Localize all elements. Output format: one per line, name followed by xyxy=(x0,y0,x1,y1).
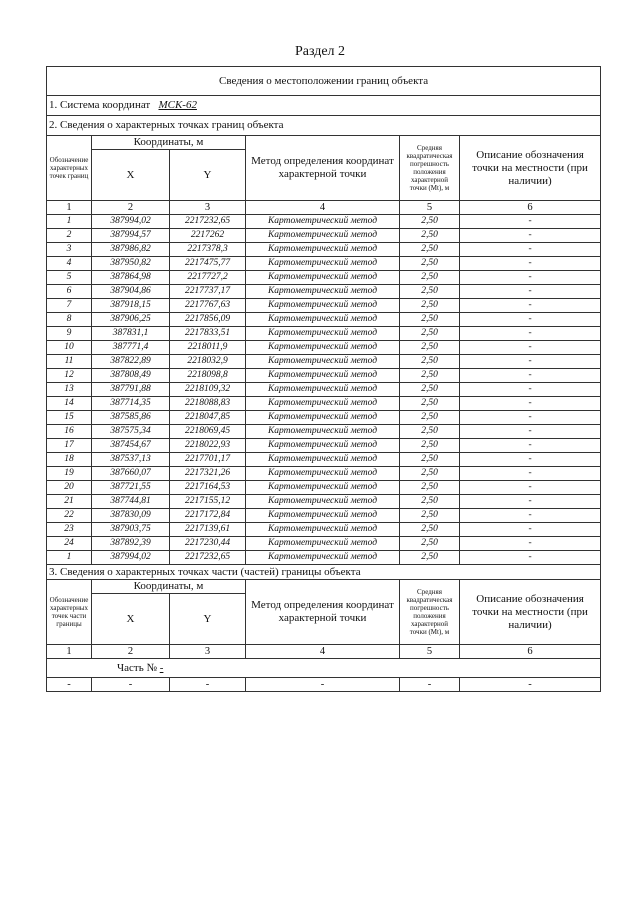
point-x: 387892,39 xyxy=(92,537,170,551)
point-x: 387830,09 xyxy=(92,509,170,523)
point-y: 2217475,77 xyxy=(170,257,246,271)
point-error: 2,50 xyxy=(400,481,460,495)
point-description: - xyxy=(460,523,601,537)
table-row xyxy=(47,439,601,453)
header-method: Метод определения координат характерной точки xyxy=(246,136,400,201)
table-row xyxy=(47,313,601,327)
point-y: 2217727,2 xyxy=(170,271,246,285)
point-x: 387950,82 xyxy=(92,257,170,271)
table-row xyxy=(47,299,601,313)
point-x: 387904,86 xyxy=(92,285,170,299)
table-row xyxy=(47,551,601,565)
point-error: 2,50 xyxy=(400,523,460,537)
point-error: 2,50 xyxy=(400,313,460,327)
system-label: 1. Система координат xyxy=(49,99,151,111)
point-x: 387537,13 xyxy=(92,453,170,467)
point-description: - xyxy=(460,313,601,327)
point-error: 2,50 xyxy=(400,425,460,439)
point-description: - xyxy=(460,285,601,299)
table-title: Сведения о местоположении границ объекта xyxy=(47,67,601,96)
table-row xyxy=(47,327,601,341)
col-number: 3 xyxy=(170,201,246,215)
point-error: 2,50 xyxy=(400,355,460,369)
header-coords: Координаты, м xyxy=(92,136,246,150)
table-row xyxy=(47,523,601,537)
point-error: 2,50 xyxy=(400,411,460,425)
point-x: 387454,67 xyxy=(92,439,170,453)
col-number: 4 xyxy=(246,645,400,659)
point-error: 2,50 xyxy=(400,215,460,229)
table-row xyxy=(47,425,601,439)
point-error: 2,50 xyxy=(400,383,460,397)
point-method: Картометрический метод xyxy=(246,271,400,285)
point-y: 2218032,9 xyxy=(170,355,246,369)
empty-cell: - xyxy=(92,678,170,692)
point-error: 2,50 xyxy=(400,397,460,411)
point-description: - xyxy=(460,453,601,467)
col-number: 3 xyxy=(170,645,246,659)
point-y: 2217767,63 xyxy=(170,299,246,313)
point-error: 2,50 xyxy=(400,439,460,453)
point-number: 21 xyxy=(47,495,92,509)
point-description: - xyxy=(460,215,601,229)
point-y: 2217172,84 xyxy=(170,509,246,523)
point-method: Картометрический метод xyxy=(246,397,400,411)
table-row xyxy=(47,453,601,467)
point-number: 12 xyxy=(47,369,92,383)
col-number: 1 xyxy=(47,645,92,659)
point-number: 24 xyxy=(47,537,92,551)
point-error: 2,50 xyxy=(400,299,460,313)
point-x: 387831,1 xyxy=(92,327,170,341)
header-error-2: Средняя квадратическая погрешность положения характерной точки (Мt), м xyxy=(400,580,460,645)
part3-title: 3. Сведения о характерных точках части (частей) границы объекта xyxy=(47,565,601,580)
point-y: 2217833,51 xyxy=(170,327,246,341)
table-row xyxy=(47,257,601,271)
point-number: 13 xyxy=(47,383,92,397)
table-row xyxy=(47,215,601,229)
point-number: 6 xyxy=(47,285,92,299)
point-y: 2218022,93 xyxy=(170,439,246,453)
header-point-parts: Обозначение характерных точек части границы xyxy=(47,580,92,645)
table-row xyxy=(47,369,601,383)
point-y: 2217856,09 xyxy=(170,313,246,327)
table-row xyxy=(47,229,601,243)
point-number: 20 xyxy=(47,481,92,495)
header-x: X xyxy=(92,150,170,201)
point-y: 2218011,9 xyxy=(170,341,246,355)
point-description: - xyxy=(460,411,601,425)
col-number: 5 xyxy=(400,201,460,215)
empty-row xyxy=(47,678,601,692)
point-x: 387575,34 xyxy=(92,425,170,439)
point-number: 14 xyxy=(47,397,92,411)
point-number: 1 xyxy=(47,215,92,229)
point-number: 4 xyxy=(47,257,92,271)
header-y: Y xyxy=(170,150,246,201)
empty-cell: - xyxy=(400,678,460,692)
point-method: Картометрический метод xyxy=(246,509,400,523)
col-number: 2 xyxy=(92,645,170,659)
point-number: 1 xyxy=(47,551,92,565)
table-row xyxy=(47,355,601,369)
point-method: Картометрический метод xyxy=(246,369,400,383)
col-number: 6 xyxy=(460,645,601,659)
point-description: - xyxy=(460,383,601,397)
point-y: 2218098,8 xyxy=(170,369,246,383)
empty-cell: - xyxy=(246,678,400,692)
point-error: 2,50 xyxy=(400,551,460,565)
point-error: 2,50 xyxy=(400,537,460,551)
point-description: - xyxy=(460,467,601,481)
point-x: 387791,88 xyxy=(92,383,170,397)
point-y: 2217378,3 xyxy=(170,243,246,257)
col-number: 1 xyxy=(47,201,92,215)
point-x: 387994,57 xyxy=(92,229,170,243)
point-description: - xyxy=(460,271,601,285)
point-y: 2218109,32 xyxy=(170,383,246,397)
point-error: 2,50 xyxy=(400,509,460,523)
point-method: Картометрический метод xyxy=(246,411,400,425)
boundary-table xyxy=(46,66,600,692)
point-error: 2,50 xyxy=(400,453,460,467)
point-x: 387771,4 xyxy=(92,341,170,355)
point-y: 2217321,26 xyxy=(170,467,246,481)
point-y: 2217139,61 xyxy=(170,523,246,537)
table-row xyxy=(47,243,601,257)
point-method: Картометрический метод xyxy=(246,467,400,481)
point-number: 11 xyxy=(47,355,92,369)
point-method: Картометрический метод xyxy=(246,425,400,439)
point-method: Картометрический метод xyxy=(246,285,400,299)
point-error: 2,50 xyxy=(400,257,460,271)
table-row xyxy=(47,467,601,481)
header-y-2: Y xyxy=(170,594,246,645)
point-description: - xyxy=(460,355,601,369)
point-x: 387585,86 xyxy=(92,411,170,425)
point-error: 2,50 xyxy=(400,369,460,383)
table-row xyxy=(47,481,601,495)
coordinate-system xyxy=(47,96,601,116)
table-row xyxy=(47,509,601,523)
point-y: 2218088,83 xyxy=(170,397,246,411)
point-method: Картометрический метод xyxy=(246,537,400,551)
point-error: 2,50 xyxy=(400,243,460,257)
point-description: - xyxy=(460,439,601,453)
col-number: 6 xyxy=(460,201,601,215)
point-method: Картометрический метод xyxy=(246,243,400,257)
table-row xyxy=(47,397,601,411)
part-label: Часть № xyxy=(117,661,157,674)
table-row xyxy=(47,383,601,397)
header-x-2: X xyxy=(92,594,170,645)
point-y: 2217164,53 xyxy=(170,481,246,495)
column-numbers xyxy=(47,201,601,215)
point-x: 387822,89 xyxy=(92,355,170,369)
section-title: Раздел 2 xyxy=(294,44,346,59)
header-coords-2: Координаты, м xyxy=(92,580,246,594)
point-number: 16 xyxy=(47,425,92,439)
table-row xyxy=(47,537,601,551)
point-description: - xyxy=(460,229,601,243)
point-number: 15 xyxy=(47,411,92,425)
point-method: Картометрический метод xyxy=(246,313,400,327)
point-error: 2,50 xyxy=(400,341,460,355)
point-number: 19 xyxy=(47,467,92,481)
point-method: Картометрический метод xyxy=(246,453,400,467)
point-x: 387918,15 xyxy=(92,299,170,313)
point-error: 2,50 xyxy=(400,495,460,509)
point-method: Картометрический метод xyxy=(246,551,400,565)
point-number: 8 xyxy=(47,313,92,327)
header-description: Описание обозначения точки на местности (при наличии) xyxy=(460,136,601,201)
point-description: - xyxy=(460,397,601,411)
col-number: 4 xyxy=(246,201,400,215)
table-row xyxy=(47,271,601,285)
point-number: 5 xyxy=(47,271,92,285)
header-point: Обозначение характерных точек границ xyxy=(47,136,92,201)
table-row xyxy=(47,285,601,299)
point-y: 2218069,45 xyxy=(170,425,246,439)
point-method: Картометрический метод xyxy=(246,523,400,537)
point-x: 387660,07 xyxy=(92,467,170,481)
point-number: 9 xyxy=(47,327,92,341)
empty-cell: - xyxy=(170,678,246,692)
point-description: - xyxy=(460,509,601,523)
point-number: 10 xyxy=(47,341,92,355)
point-description: - xyxy=(460,481,601,495)
point-x: 387994,02 xyxy=(92,215,170,229)
part2-title: 2. Сведения о характерных точках границ объекта xyxy=(47,116,601,136)
point-method: Картометрический метод xyxy=(246,481,400,495)
point-y: 2217232,65 xyxy=(170,551,246,565)
point-y: 2217737,17 xyxy=(170,285,246,299)
point-y: 2218047,85 xyxy=(170,411,246,425)
point-x: 387714,35 xyxy=(92,397,170,411)
point-x: 387744,81 xyxy=(92,495,170,509)
point-y: 2217230,44 xyxy=(170,537,246,551)
header-error: Средняя квадратическая погрешность положения характерной точки (Мt), м xyxy=(400,136,460,201)
part-value: - xyxy=(159,661,164,674)
system-value: МСК-62 xyxy=(158,99,197,111)
point-error: 2,50 xyxy=(400,467,460,481)
point-method: Картометрический метод xyxy=(246,495,400,509)
point-method: Картометрический метод xyxy=(246,383,400,397)
point-error: 2,50 xyxy=(400,327,460,341)
point-x: 387864,98 xyxy=(92,271,170,285)
point-error: 2,50 xyxy=(400,271,460,285)
point-method: Картометрический метод xyxy=(246,439,400,453)
point-x: 387903,75 xyxy=(92,523,170,537)
table-row xyxy=(47,411,601,425)
point-description: - xyxy=(460,327,601,341)
point-number: 3 xyxy=(47,243,92,257)
point-method: Картометрический метод xyxy=(246,299,400,313)
point-description: - xyxy=(460,299,601,313)
point-description: - xyxy=(460,257,601,271)
point-method: Картометрический метод xyxy=(246,355,400,369)
header-method-2: Метод определения координат характерной точки xyxy=(246,580,400,645)
point-number: 18 xyxy=(47,453,92,467)
empty-cell: - xyxy=(47,678,92,692)
point-error: 2,50 xyxy=(400,285,460,299)
point-method: Картометрический метод xyxy=(246,341,400,355)
point-y: 2217262 xyxy=(170,229,246,243)
table-row xyxy=(47,341,601,355)
point-description: - xyxy=(460,425,601,439)
col-number: 2 xyxy=(92,201,170,215)
point-description: - xyxy=(460,495,601,509)
point-number: 17 xyxy=(47,439,92,453)
point-description: - xyxy=(460,537,601,551)
point-error: 2,50 xyxy=(400,229,460,243)
point-method: Картометрический метод xyxy=(246,257,400,271)
point-number: 7 xyxy=(47,299,92,313)
point-description: - xyxy=(460,341,601,355)
column-numbers-2 xyxy=(47,645,601,659)
part-number-row xyxy=(47,659,601,678)
point-description: - xyxy=(460,551,601,565)
header-description-2: Описание обозначения точки на местности (при наличии) xyxy=(460,580,601,645)
point-method: Картометрический метод xyxy=(246,327,400,341)
point-y: 2217155,12 xyxy=(170,495,246,509)
point-x: 387906,25 xyxy=(92,313,170,327)
point-y: 2217232,65 xyxy=(170,215,246,229)
point-method: Картометрический метод xyxy=(246,229,400,243)
point-x: 387721,55 xyxy=(92,481,170,495)
point-x: 387994,02 xyxy=(92,551,170,565)
point-number: 23 xyxy=(47,523,92,537)
point-description: - xyxy=(460,243,601,257)
point-x: 387808,49 xyxy=(92,369,170,383)
point-x: 387986,82 xyxy=(92,243,170,257)
point-number: 2 xyxy=(47,229,92,243)
empty-cell: - xyxy=(460,678,601,692)
point-description: - xyxy=(460,369,601,383)
table-row xyxy=(47,495,601,509)
point-y: 2217701,17 xyxy=(170,453,246,467)
point-number: 22 xyxy=(47,509,92,523)
point-method: Картометрический метод xyxy=(246,215,400,229)
col-number: 5 xyxy=(400,645,460,659)
